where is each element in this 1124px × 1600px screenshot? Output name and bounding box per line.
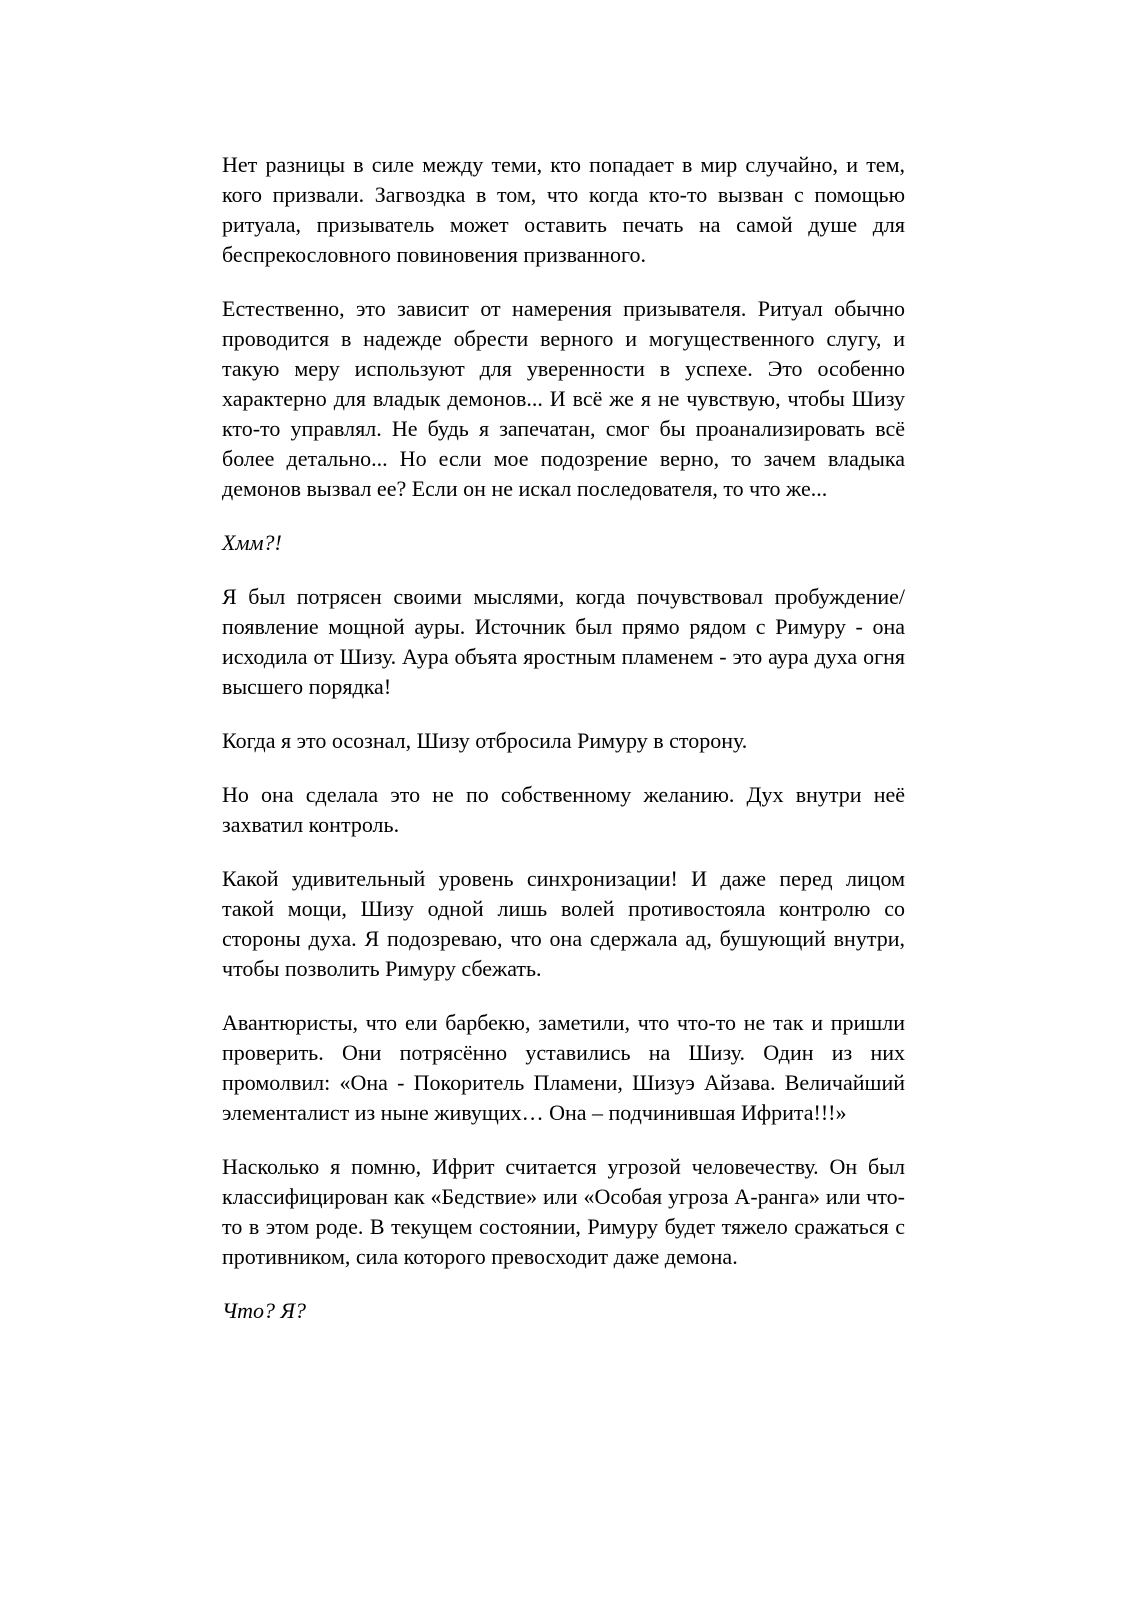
paragraph-what-me: Что? Я?	[222, 1298, 307, 1323]
paragraph-aura-awakening: Я был потрясен своими мыслями, когда почувствовал пробуждение/появление мощной ауры. Источник был прямо рядом с Римуру - она исходила от Шизу. Аура объята яростным пламенем - это аура духа огня высшего порядка!	[222, 584, 905, 699]
paragraph-ifrit-threat: Насколько я помню, Ифрит считается угрозой человечеству. Он был классифицирован как «Бедствие» или «Особая угроза А-ранга» или что-то в этом роде. В текущем состоянии, Римуру будет тяжело сражаться с противником, сила которого превосходит даже демона.	[222, 1154, 905, 1269]
paragraph-shizu-threw-rimuru: Когда я это осознал, Шизу отбросила Римуру в сторону.	[222, 728, 748, 753]
paragraph-spirit-took-control: Но она сделала это не по собственному желанию. Дух внутри неё захватил контроль.	[222, 782, 905, 837]
paragraph-synchronization: Какой удивительный уровень синхронизации! И даже перед лицом такой мощи, Шизу одной лишь волей противостояла контролю со стороны духа. Я подозреваю, что она сдержала ад, бушующий внутри, чтобы позволить Римуру сбежать.	[222, 866, 905, 981]
paragraph-hmm-exclamation: Хмм?!	[222, 530, 282, 555]
paragraph-summon-difference: Нет разницы в силе между теми, кто попадает в мир случайно, и тем, кого призвали. Загвоздка в том, что когда кто-то вызван с помощью ритуала, призыватель может оставить печать на самой душе для беспрекословного повиновения призванного.	[222, 152, 905, 267]
paragraph-adventurers-recognize: Авантюристы, что ели барбекю, заметили, что что-то не так и пришли проверить. Они потрясённо уставились на Шизу. Один из них промолвил: «Она - Покоритель Пламени, Шизуэ Айзава. Величайший элементалист из ныне живущих… Она – подчинившая Ифрита!!!»	[222, 1010, 905, 1125]
book-page	[222, 150, 905, 1350]
paragraph-ritual-intent: Естественно, это зависит от намерения призывателя. Ритуал обычно проводится в надежде обрести верного и могущественного слугу, и такую меру используют для уверенности в успехе. Это особенно характерно для владык демонов... И всё же я не чувствую, чтобы Шизу кто-то управлял. Не будь я запечатан, смог бы проанализировать всё более детально... Но если мое подозрение верно, то зачем владыка демонов вызвал ее? Если он не искал последователя, то что же...	[222, 296, 905, 501]
